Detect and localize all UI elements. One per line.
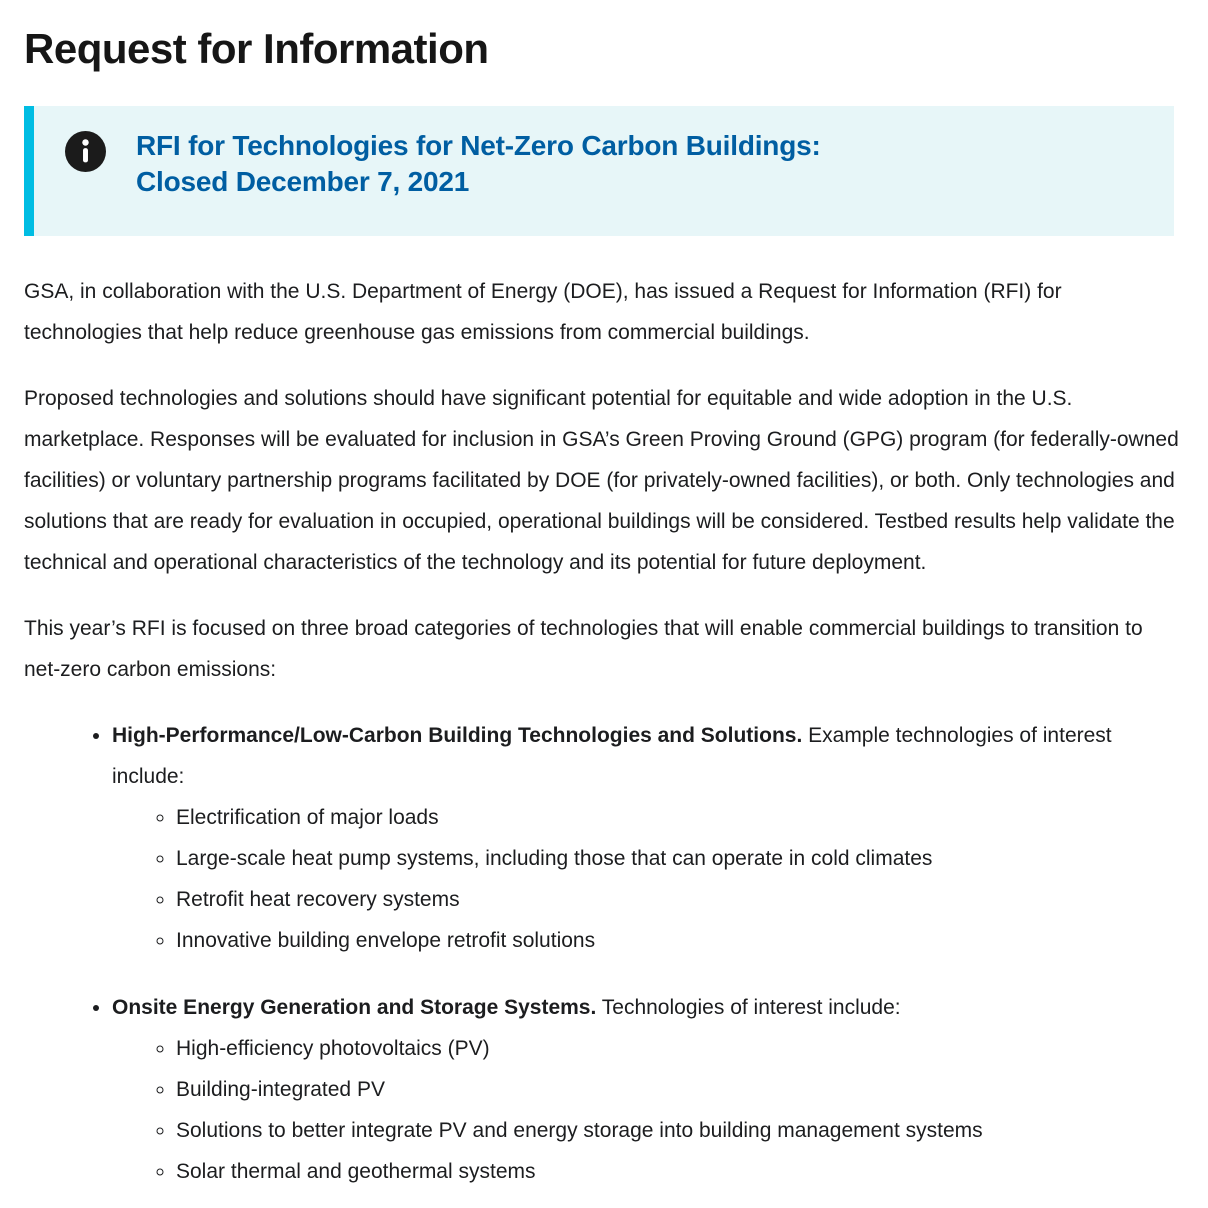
list-item: ◦ Solar thermal and geothermal systems (176, 1151, 1184, 1192)
info-icon (65, 131, 106, 172)
alert-heading (136, 128, 821, 200)
list-item: ◦ Electrification of major loads (176, 797, 1184, 838)
article-body (24, 271, 1184, 1192)
sub-list-high-performance (112, 797, 1184, 961)
list-item: ◦ Solutions to better integrate PV and energy storage into building management systems (176, 1110, 1184, 1151)
list-item: ◦ Large-scale heat pump systems, including those that can operate in cold climates (176, 838, 1184, 879)
alert-heading-line2: Closed December 7, 2021 (136, 166, 470, 197)
page-title: Request for Information (24, 25, 489, 72)
info-alert (24, 106, 1174, 236)
list-item: ◦ High-efficiency photovoltaics (PV) (176, 1028, 1184, 1069)
sub-list-onsite-energy (112, 1028, 1184, 1192)
alert-heading-line1: RFI for Technologies for Net-Zero Carbon Buildings: (136, 130, 821, 161)
list-item-onsite-energy (112, 987, 1184, 1192)
list-item: ◦ Innovative building envelope retrofit solutions (176, 920, 1184, 961)
paragraph-intro: GSA, in collaboration with the U.S. Department of Energy (DOE), has issued a Request for Information (RFI) for technologies that help reduce greenhouse gas emissions from commercial buildings. (24, 280, 1062, 344)
list-item-high-performance (112, 715, 1184, 961)
category-list (24, 715, 1184, 1192)
list-item: ◦ Building-integrated PV (176, 1069, 1184, 1110)
paragraph-categories: This year’s RFI is focused on three broad categories of technologies that will enable commercial buildings to transition to net-zero carbon emissions: (24, 617, 1143, 681)
category-description: Technologies of interest include: (596, 996, 901, 1019)
category-title: Onsite Energy Generation and Storage Systems. (112, 996, 597, 1019)
paragraph-evaluation: Proposed technologies and solutions should have significant potential for equitable and wide adoption in the U.S. marketplace. Responses will be evaluated for inclusion in GSA’s Green Proving Ground (GPG) program (for federally-owned facilities) or voluntary partnership programs facilitated by DOE (for privately-owned facilities), or both. Only technologies and solutions that are ready for evaluation in occupied, operational buildings will be considered. Testbed results help validate the technical and operational characteristics of the technology and its potential for future deployment. (24, 387, 1179, 574)
list-item: ◦ Retrofit heat recovery systems (176, 879, 1184, 920)
category-description: Example technologies of interest include: (112, 724, 1112, 788)
category-title: High-Performance/Low-Carbon Building Technologies and Solutions. (112, 724, 803, 747)
